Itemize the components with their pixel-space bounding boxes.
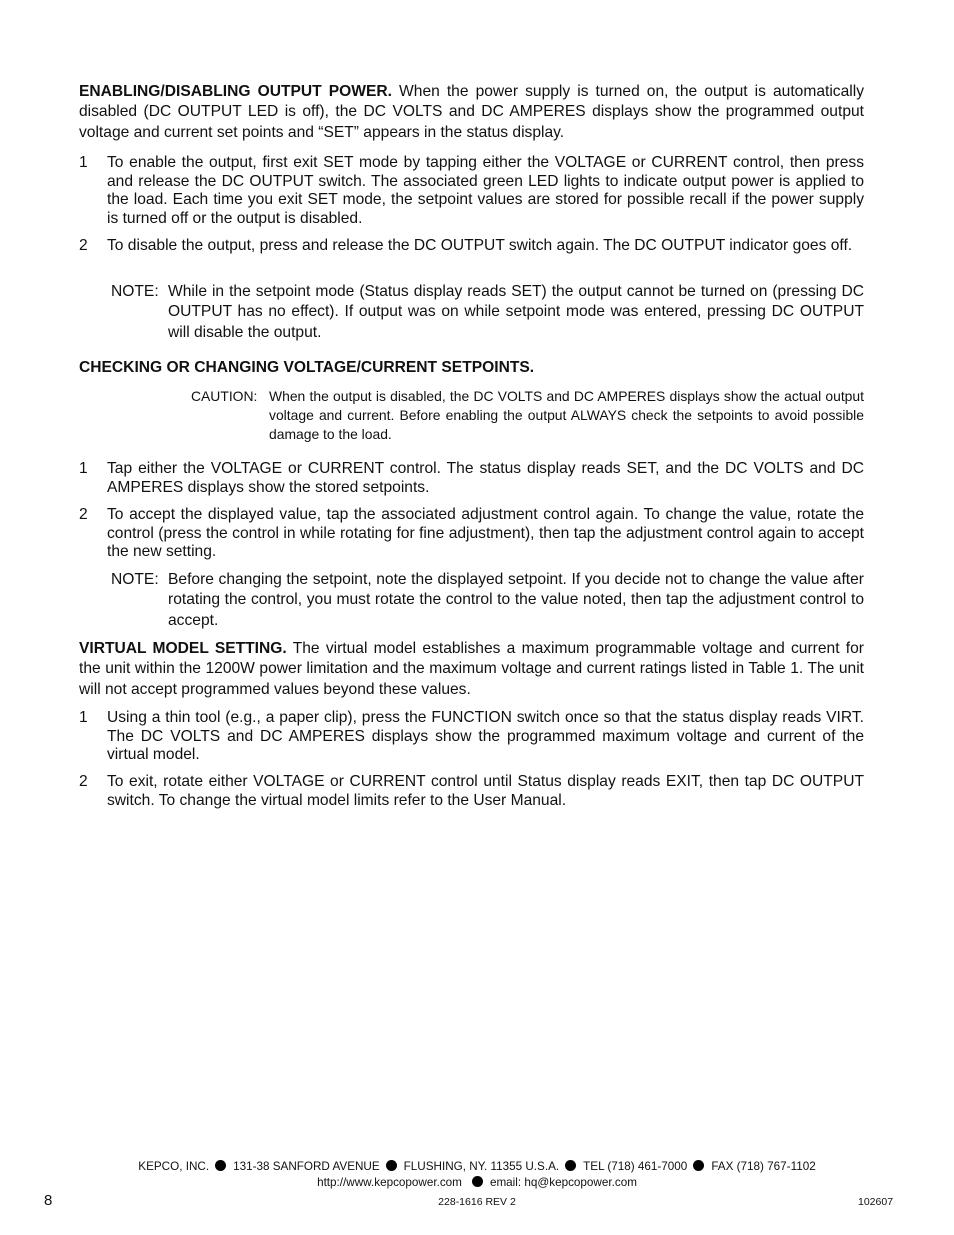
footer-address-line (0, 1160, 954, 1174)
list-item (79, 460, 864, 497)
step-text: To exit, rotate either VOLTAGE or CURRENT control until Status display reads EXIT, then tap DC OUTPUT switch. To change the virtual model limits refer to the User Manual. (107, 773, 864, 809)
caution-block (191, 387, 864, 444)
step-number: 2 (79, 237, 88, 254)
step-number: 1 (79, 709, 88, 726)
footer-contact-line (0, 1176, 954, 1190)
section-heading: VIRTUAL MODEL SETTING. (79, 640, 287, 657)
footer-email-link[interactable]: email: hq@kepcopower.com (489, 1176, 637, 1189)
footer-company: KEPCO, INC. (138, 1160, 210, 1173)
footer-address: 131-38 SANFORD AVENUE (233, 1160, 380, 1173)
footer-web-link[interactable]: http://www.kepcopower.com (317, 1176, 462, 1189)
page-number: 8 (44, 1192, 53, 1209)
bullet-icon (472, 1176, 483, 1187)
note-block (111, 570, 864, 631)
step-number: 2 (79, 773, 88, 790)
section-intro-text: When the power supply is turned on, the output is automatically disabled (DC OUTPUT LED is off), the DC VOLTS and DC AMPERES displays show the programmed output voltage and current set points and “SET” appears in the status display. (79, 83, 865, 141)
step-number: 1 (79, 460, 88, 477)
footer-tel: TEL (718) 461-7000 (583, 1160, 688, 1173)
step-text: To enable the output, first exit SET mode by tapping either the VOLTAGE or CURRENT control, then press and release the DC OUTPUT switch. The associated green LED lights to indicate output power is applied to the load. Each time you exit SET mode, the setpoint values are stored for possible recall if the power supply is turned off or the output is disabled. (107, 154, 864, 227)
section-setpoints-heading-para (79, 358, 864, 378)
note-block (111, 282, 864, 343)
note-text: Before changing the setpoint, note the displayed setpoint. If you decide not to change the value after rotating the control, you must rotate the control to the value noted, then tap the adjustment control to accept. (168, 571, 864, 629)
step-text: To disable the output, press and release the DC OUTPUT switch again. The DC OUTPUT indicator goes off. (107, 237, 853, 254)
section-heading: ENABLING/DISABLING OUTPUT POWER. (79, 83, 392, 100)
bullet-icon (215, 1160, 226, 1171)
list-item (79, 773, 864, 810)
bullet-icon (565, 1160, 576, 1171)
list-item (79, 154, 864, 228)
bullet-icon (386, 1160, 397, 1171)
footer-fax: FAX (718) 767-1102 (711, 1160, 816, 1173)
caution-label: CAUTION: (191, 388, 258, 404)
step-text: Tap either the VOLTAGE or CURRENT control. The status display reads SET, and the DC VOLTS and DC AMPERES displays show the stored setpoints. (107, 460, 864, 496)
footer-city: FLUSHING, NY. 11355 U.S.A. (403, 1160, 560, 1173)
list-item (79, 709, 864, 765)
date-code: 102607 (858, 1196, 894, 1208)
section-heading: CHECKING OR CHANGING VOLTAGE/CURRENT SETPOINTS. (79, 359, 535, 376)
list-item (79, 237, 864, 256)
list-item (79, 506, 864, 562)
note-label: NOTE: (111, 571, 159, 588)
step-number: 1 (79, 154, 88, 171)
section-virtual-model-paragraph (79, 639, 864, 700)
note-label: NOTE: (111, 283, 159, 300)
step-text: Using a thin tool (e.g., a paper clip), press the FUNCTION switch once so that the status display reads VIRT. The DC VOLTS and DC AMPERES displays show the programmed maximum voltage and current of the virtual model. (107, 709, 864, 764)
note-text: While in the setpoint mode (Status display reads SET) the output cannot be turned on (pressing DC OUTPUT has no effect). If output was on while setpoint mode was entered, pressing DC OUTPUT will disable the output. (168, 283, 864, 341)
step-text: To accept the displayed value, tap the associated adjustment control again. To change the value, rotate the control (press the control in while rotating for fine adjustment), then tap the adjustment control again to accept the new setting. (107, 506, 864, 561)
bullet-icon (693, 1160, 704, 1171)
section-enabling-paragraph (79, 82, 864, 143)
document-revision: 228-1616 REV 2 (438, 1196, 516, 1208)
section-intro-text: The virtual model establishes a maximum programmable voltage and current for the unit within the 1200W power limitation and the maximum voltage and current ratings listed in Table 1. The unit will not accept programmed values beyond these values. (79, 640, 864, 698)
caution-text: When the output is disabled, the DC VOLTS and DC AMPERES displays show the actual output voltage and current. Before enabling the output ALWAYS check the setpoints to avoid possible damage to the load. (269, 388, 864, 442)
step-number: 2 (79, 506, 88, 523)
